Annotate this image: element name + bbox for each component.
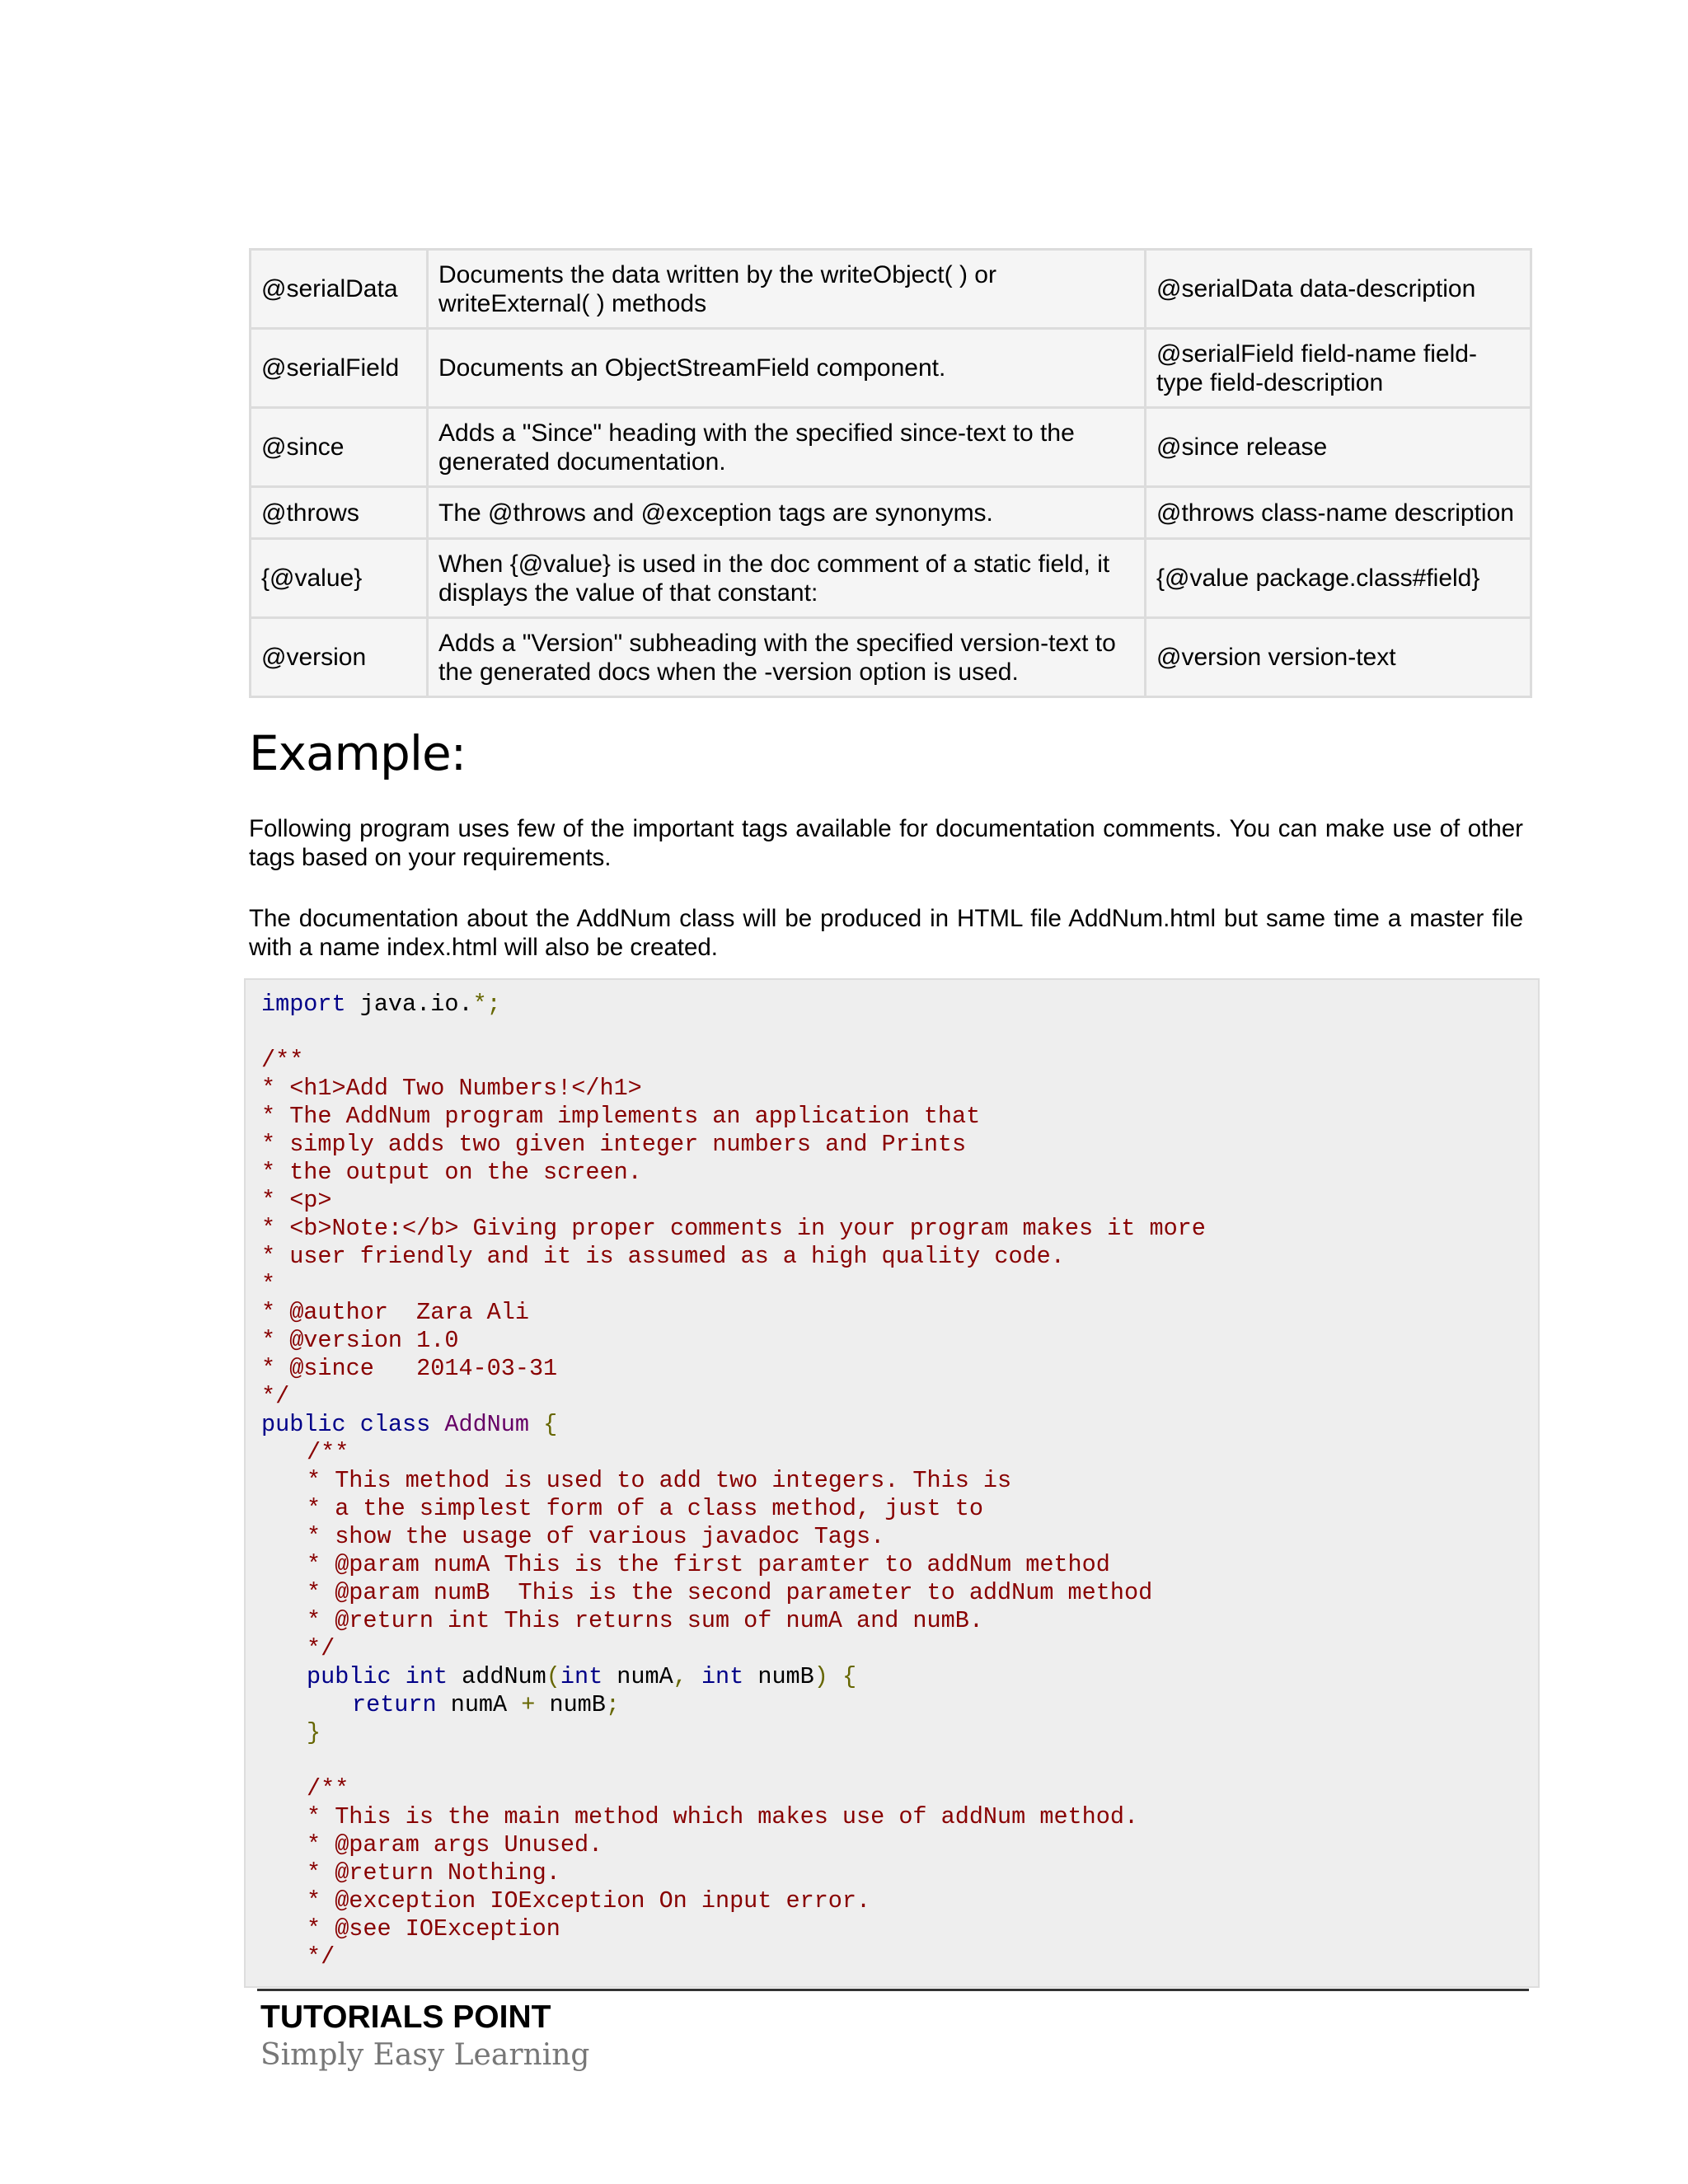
punctuation: *; [472,991,501,1018]
doc-comment-line: */ [261,1383,290,1410]
blank-line [261,1747,1538,1775]
syntax-cell: @since release [1146,408,1531,487]
method-name: addNum [448,1663,546,1690]
doc-comment-line: * @author Zara Ali [261,1299,529,1326]
punctuation: { [543,1411,558,1438]
doc-comment-line: */ [307,1943,335,1971]
syntax-cell: @serialData data-description [1146,250,1531,329]
doc-comment-line: /** [307,1775,349,1802]
doc-comment-line: * <p> [261,1187,332,1214]
description-cell: Adds a "Since" heading with the specified since-text to the generated documentation. [428,408,1146,487]
java-source [246,980,1538,1971]
tag-cell: {@value} [251,539,428,618]
doc-comment-line: * <h1>Add Two Numbers!</h1> [261,1075,642,1102]
syntax-cell: {@value package.class#field} [1146,539,1531,618]
table-row [251,618,1531,697]
table-row [251,250,1531,329]
doc-comment-line: * @param numB This is the second parameter to addNum method [307,1579,1153,1606]
syntax-cell: @throws class-name description [1146,487,1531,539]
tag-cell: @throws [251,487,428,539]
doc-comment-line: * @see IOException [307,1915,560,1943]
import-package: java.io. [345,991,473,1018]
table-row [251,539,1531,618]
tag-cell: @serialField [251,329,428,408]
keyword: class [359,1411,431,1438]
doc-comment-line: * @version 1.0 [261,1327,459,1354]
blank-line [261,1019,1538,1047]
doc-comment-line: * This method is used to add two integers. This is [307,1467,1012,1494]
code-line [261,1663,1538,1691]
doc-comment-line: * simply adds two given integer numbers and Prints [261,1131,967,1158]
operator: + [521,1691,536,1718]
doc-comment-line: * show the usage of various javadoc Tags. [307,1523,885,1550]
code-line [261,991,1538,1019]
doc-comment-line: */ [307,1635,335,1662]
parameter: numB [743,1663,814,1690]
footer-brand: TUTORIALS POINT [260,1999,551,2035]
punctuation: ( [546,1663,560,1690]
doc-comment-line: * This is the main method which makes use of addNum method. [307,1803,1139,1830]
example-output-paragraph: The documentation about the AddNum class will be produced in HTML file AddNum.html but same time a master file with a name index.html will also be created. [249,905,1523,961]
doc-comment-line: * @param args Unused. [307,1831,603,1858]
syntax-cell: @version version-text [1146,618,1531,697]
operand: numB [535,1691,606,1718]
doc-comment-line: * user friendly and it is assumed as a high quality code. [261,1243,1065,1270]
keyword: public [307,1663,392,1690]
operand: numA [436,1691,522,1718]
table-row [251,408,1531,487]
description-cell: Documents an ObjectStreamField component. [428,329,1146,408]
description-cell: When {@value} is used in the doc comment of a static field, it displays the value of that constant: [428,539,1146,618]
doc-comment-line: * @exception IOException On input error. [307,1887,871,1915]
table-row [251,487,1531,539]
doc-comment-line: * the output on the screen. [261,1159,642,1186]
doc-comment-line: * <b>Note:</b> Giving proper comments in your program makes it more [261,1215,1206,1242]
footer-tagline: Simply Easy Learning [260,2038,590,2072]
javadoc-tags-table [249,248,1532,698]
doc-comment-line: * @return int This returns sum of numA and numB. [307,1607,983,1634]
tag-cell: @version [251,618,428,697]
parameter: numA [603,1663,673,1690]
punctuation: { [842,1663,857,1690]
doc-comment-line: * @return Nothing. [307,1859,560,1886]
tag-cell: @since [251,408,428,487]
doc-comment-line: * a the simplest form of a class method, just to [307,1495,983,1522]
doc-comment-line: * The AddNum program implements an application that [261,1103,981,1130]
doc-comment-line: * @since 2014-03-31 [261,1355,558,1382]
table-row [251,329,1531,408]
description-cell: Documents the data written by the writeObject( ) or writeExternal( ) methods [428,250,1146,329]
keyword: return [352,1691,437,1718]
doc-comment-line: /** [261,1047,304,1074]
description-cell: The @throws and @exception tags are synonyms. [428,487,1146,539]
syntax-cell: @serialField field-name field-type field-description [1146,329,1531,408]
description-cell: Adds a "Version" subheading with the specified version-text to the generated docs when the -version option is used. [428,618,1146,697]
code-block [244,978,1540,1988]
doc-comment-line: /** [307,1439,349,1466]
code-line [261,1411,1538,1439]
tag-cell: @serialData [251,250,428,329]
example-heading: Example: [249,725,467,781]
doc-comment-line: * @param numA This is the first paramter to addNum method [307,1551,1110,1578]
code-line [261,1691,1538,1719]
punctuation: ) [814,1663,828,1690]
punctuation: , [673,1663,687,1690]
class-name: AddNum [444,1411,529,1438]
doc-comment-line: * [261,1271,276,1298]
footer-divider [257,1989,1529,1991]
keyword: int [701,1663,744,1690]
keyword: int [405,1663,448,1690]
keyword: public [261,1411,346,1438]
closing-brace: } [307,1719,321,1746]
keyword: int [560,1663,603,1690]
example-intro-paragraph: Following program uses few of the important tags available for documentation comments. You can make use of other tags based on your requirements. [249,815,1523,871]
punctuation: ; [605,1691,620,1718]
keyword: import [261,991,346,1018]
